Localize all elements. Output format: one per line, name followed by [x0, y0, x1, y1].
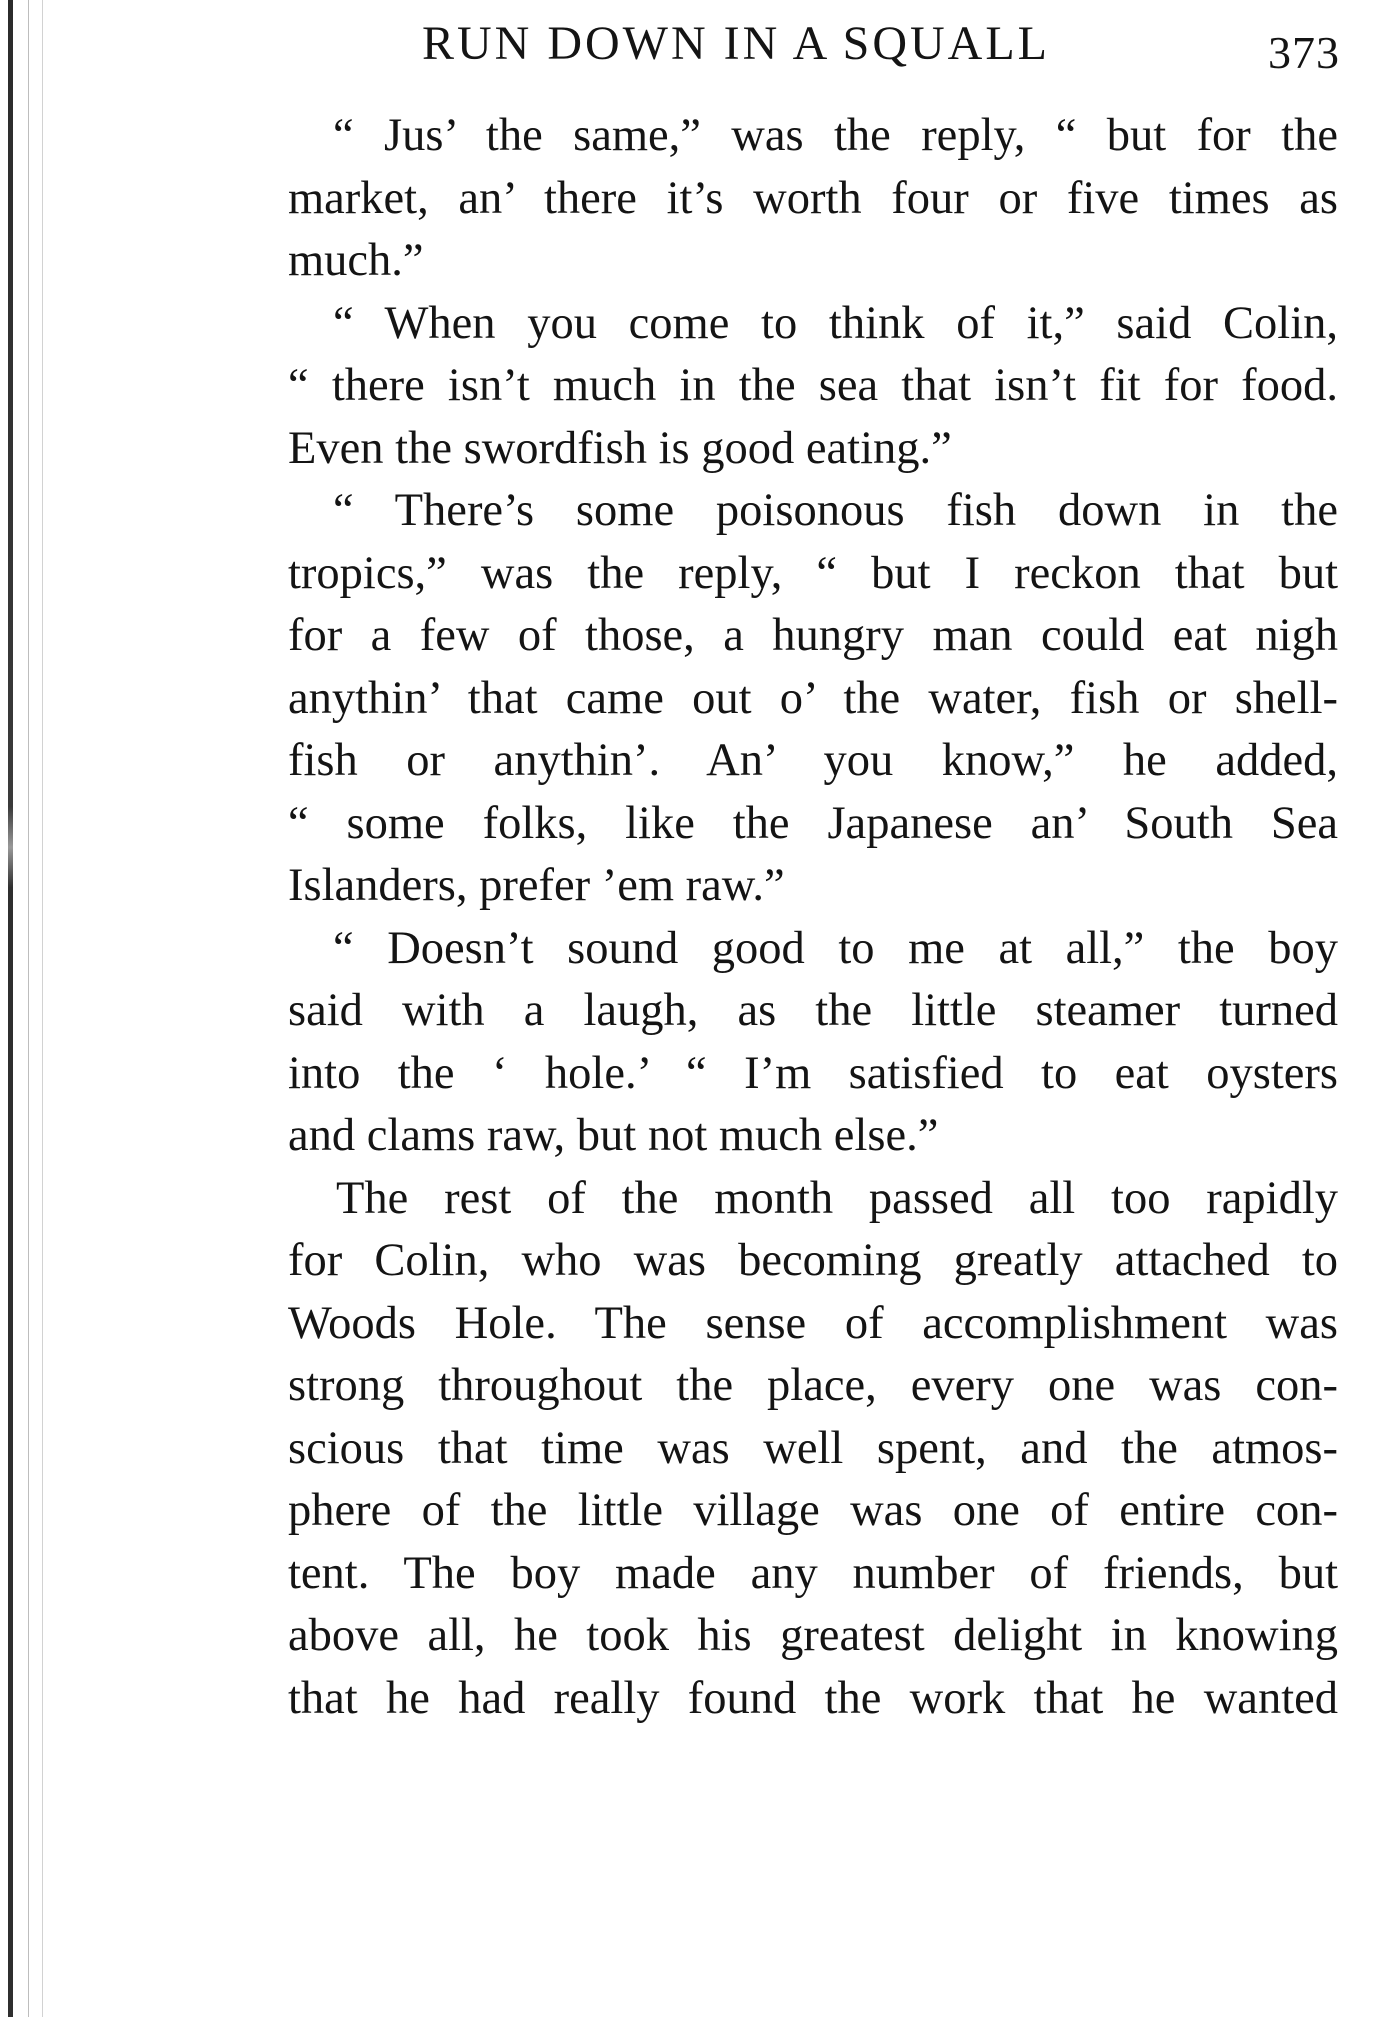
running-title: RUN DOWN IN A SQUALL — [422, 17, 1050, 70]
body-text — [288, 105, 1338, 1730]
text-line: “ There’s some poisonous fish down in the — [333, 485, 1338, 536]
binding-line — [42, 0, 43, 2017]
text-line: fish or anythin’. An’ you know,” he added, — [288, 735, 1338, 786]
text-line: “ When you come to think of it,” said Colin, — [333, 297, 1338, 349]
text-line: The rest of the month passed all too rapidly — [336, 1172, 1338, 1224]
text-line: market, an’ there it’s worth four or five times as — [288, 172, 1338, 224]
text-line: strong throughout the place, every one was con- — [288, 1360, 1338, 1411]
binding-line — [28, 0, 29, 2017]
text-line: into the ‘ hole.’ “ I’m satisfied to eat oysters — [288, 1047, 1338, 1099]
text-line: Woods Hole. The sense of accomplishment was — [288, 1297, 1338, 1349]
text-line: for a few of those, a hungry man could eat nigh — [288, 610, 1338, 661]
text-line: for Colin, who was becoming greatly attached to — [288, 1235, 1338, 1286]
text-line: “ some folks, like the Japanese an’ South Sea — [288, 797, 1338, 849]
binding-edge — [8, 0, 13, 2017]
text-line: “ there isn’t much in the sea that isn’t fit for food. — [288, 360, 1338, 411]
text-line: that he had really found the work that he wanted — [288, 1672, 1338, 1724]
text-line: Islanders, prefer ’em raw.” — [288, 860, 785, 911]
running-head — [290, 8, 1340, 78]
text-line: above all, he took his greatest delight in knowing — [288, 1610, 1338, 1661]
text-line: “ Jus’ the same,” was the reply, “ but for the — [333, 110, 1338, 161]
text-line: anythin’ that came out o’ the water, fish or shell- — [288, 672, 1338, 724]
text-line: scious that time was well spent, and the atmos- — [288, 1422, 1338, 1474]
text-line: tent. The boy made any number of friends, but — [288, 1547, 1338, 1599]
page-number: 373 — [1268, 27, 1340, 78]
text-line: and clams raw, but not much else.” — [288, 1110, 939, 1161]
text-line: tropics,” was the reply, “ but I reckon that but — [288, 547, 1338, 599]
text-line: said with a laugh, as the little steamer turned — [288, 985, 1338, 1036]
text-line: Even the swordfish is good eating.” — [288, 422, 952, 474]
text-line: much.” — [288, 235, 424, 286]
text-line: phere of the little village was one of entire con- — [288, 1485, 1338, 1536]
text-line: “ Doesn’t sound good to me at all,” the boy — [333, 922, 1338, 974]
